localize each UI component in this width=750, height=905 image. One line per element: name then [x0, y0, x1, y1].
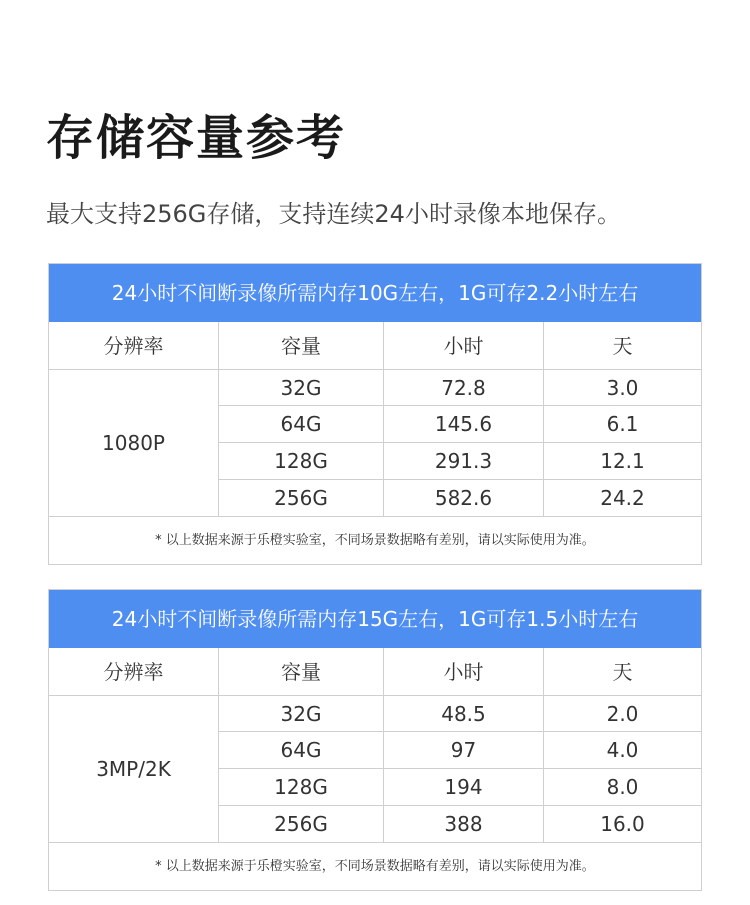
days-cell: 8.0 [606, 775, 639, 799]
hours-cell: 48.5 [384, 696, 544, 731]
capacity-cell: 256G [219, 806, 384, 842]
hours-cell: 97 [384, 732, 544, 768]
table-header-banner: 24小时不间断录像所需内存15G左右，1G可存1.5小时左右 [49, 590, 701, 648]
column-header-capacity: 容量 [219, 322, 384, 370]
table-row [219, 769, 701, 806]
capacity-cell: 128G [219, 769, 384, 805]
days-cell: 24.2 [600, 486, 645, 510]
table-row [219, 443, 701, 480]
table-header-banner: 24小时不间断录像所需内存10G左右，1G可存2.2小时左右 [49, 264, 701, 322]
column-header-resolution: 分辨率 [49, 648, 219, 696]
capacity-cell: 32G [219, 370, 384, 405]
storage-table-3mp [48, 589, 702, 891]
days-cell: 2.0 [606, 701, 639, 726]
capacity-cell: 64G [219, 406, 384, 442]
table-row [219, 732, 701, 769]
column-header-hours: 小时 [384, 648, 544, 696]
table-row [219, 696, 701, 732]
days-cell: 12.1 [600, 449, 645, 473]
column-header-days: 天 [544, 322, 701, 370]
page-title: 存储容量参考 [46, 110, 347, 166]
days-cell: 16.0 [600, 812, 645, 836]
resolution-cell: 1080P [49, 370, 219, 517]
capacity-cell: 128G [219, 443, 384, 479]
capacity-cell: 32G [219, 696, 384, 731]
hours-cell: 145.6 [384, 406, 544, 442]
hours-cell: 291.3 [384, 443, 544, 479]
resolution-cell: 3MP/2K [49, 696, 219, 843]
days-cell: 3.0 [606, 375, 639, 400]
days-cell: 4.0 [606, 738, 639, 762]
days-cell: 6.1 [606, 412, 639, 436]
column-header-hours: 小时 [384, 322, 544, 370]
hours-cell: 582.6 [384, 480, 544, 516]
storage-table-1080p [48, 263, 702, 565]
table-footnote: * 以上数据来源于乐橙实验室，不同场景数据略有差别，请以实际使用为准。 [155, 859, 595, 874]
table-row [219, 370, 701, 406]
column-header-resolution: 分辨率 [49, 322, 219, 370]
table-footnote: * 以上数据来源于乐橙实验室，不同场景数据略有差别，请以实际使用为准。 [155, 533, 595, 548]
hours-cell: 72.8 [384, 370, 544, 405]
page-subtitle: 最大支持256G存储，支持连续24小时录像本地保存。 [46, 200, 621, 228]
table-row [219, 406, 701, 443]
table-row [219, 806, 701, 843]
capacity-cell: 64G [219, 732, 384, 768]
capacity-cell: 256G [219, 480, 384, 516]
column-header-days: 天 [544, 648, 701, 696]
hours-cell: 388 [384, 806, 544, 842]
column-header-capacity: 容量 [219, 648, 384, 696]
table-row [219, 480, 701, 517]
hours-cell: 194 [384, 769, 544, 805]
